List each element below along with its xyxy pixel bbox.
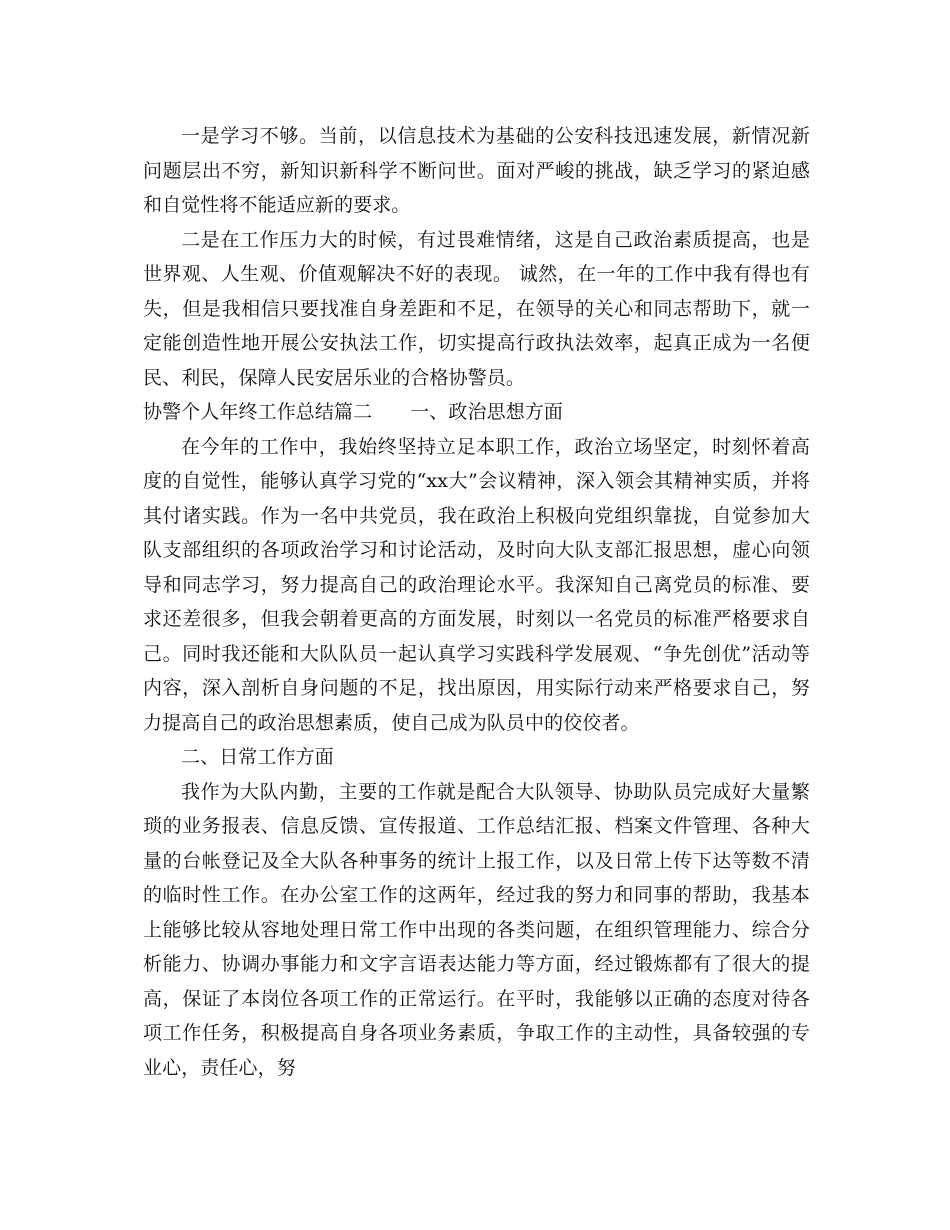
paragraph-study-shortcoming: 一是学习不够。当前，以信息技术为基础的公安科技迅速发展，新情况新问题层出不穷，新知识新科学不断问世。面对严峻的挑战，缺乏学习的紧迫感和自觉性将不能适应新的要求。 [143, 125, 810, 216]
section-heading-line [143, 395, 810, 430]
section-title: 协警个人年终工作总结篇二 [143, 401, 373, 423]
paragraph-daily-work: 我作为大队内勤，主要的工作就是配合大队领导、协助队员完成好大量繁琐的业务报表、信息反馈、宣传报道、工作总结汇报、档案文件管理、各种大量的台帐登记及全大队各种事务的统计上报工作，以及日常上传下达等数不清的临时性工作。在办公室工作的这两年，经过我的努力和同事的帮助，我基本上能够比较从容地处理日常工作中出现的各类问题，在组织管理能力、综合分析能力、协调办事能力和文字言语表达能力等方面，经过锻炼都有了很大的提高，保证了本岗位各项工作的正常运行。在平时，我能够以正确的态度对待各项工作任务，积极提高自身各项业务素质，争取工作的主动性，具备较强的专业心，责任心，努 [143, 780, 810, 1079]
section-subheading-daily-work: 二、日常工作方面 [181, 746, 334, 768]
paragraph-work-pressure: 二是在工作压力大的时候，有过畏难情绪，这是自己政治素质提高，也是世界观、人生观、价值观解决不好的表现。 诚然，在一年的工作中我有得也有失，但是我相信只要找准自身差距和不足，在领导的关心和同志帮助下，就一定能创造性地开展公安执法工作，切实提高行政执法效率，起真正成为一名便民、利民，保障人民安居乐业的合格协警员。 [143, 228, 810, 389]
section-subheading-political: 一、政治思想方面 [410, 401, 564, 423]
paragraph-political-thought: 在今年的工作中，我始终坚持立足本职工作，政治立场坚定，时刻怀着高度的自觉性，能够认真学习党的“xx大”会议精神，深入领会其精神实质，并将其付诸实践。作为一名中共党员，我在政治上积极向党组织靠拢，自觉参加大队支部组织的各项政治学习和讨论活动，及时向大队支部汇报思想，虚心向领导和同志学习，努力提高自己的政治理论水平。我深知自己离党员的标准、要求还差很多，但我会朝着更高的方面发展，时刻以一名党员的标准严格要求自己。同时我还能和大队队员一起认真学习实践科学发展观、“争先创优”活动等内容，深入剖析自身问题的不足，找出原因，用实际行动来严格要求自己，努力提高自己的政治思想素质，使自己成为队员中的佼佼者。 [143, 435, 810, 734]
